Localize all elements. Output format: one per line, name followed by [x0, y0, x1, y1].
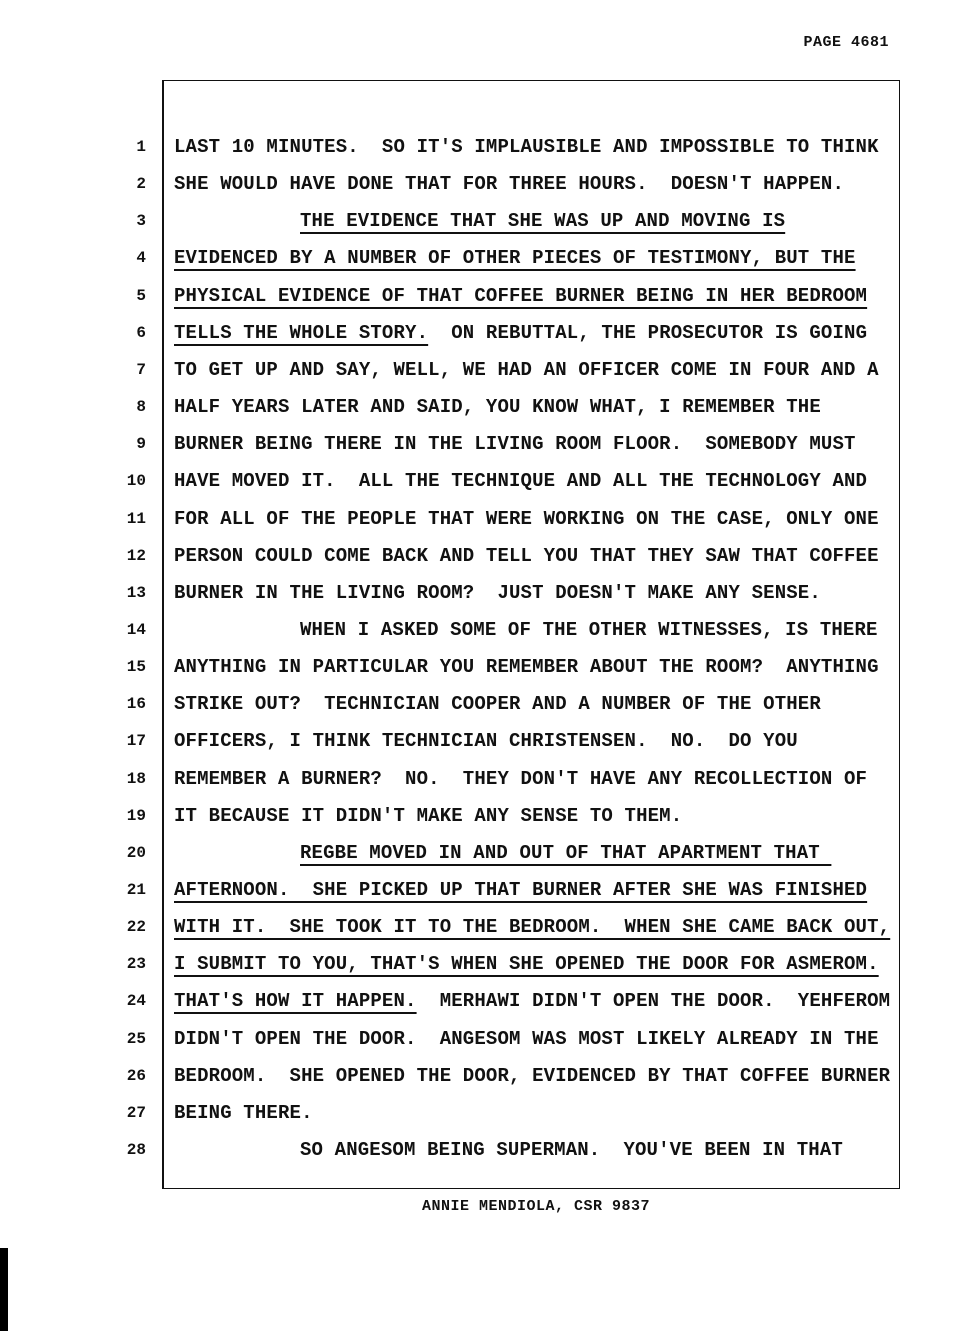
court-reporter-footer: ANNIE MENDIOLA, CSR 9837	[421, 1198, 651, 1215]
text-segment: BEING THERE.	[174, 1101, 313, 1124]
line-number: 26	[126, 1066, 146, 1085]
line-number: 11	[126, 509, 146, 528]
text-segment: STRIKE OUT? TECHNICIAN COOPER AND A NUMBER OF THE OTHER	[174, 693, 821, 716]
text-segment: SHE WOULD HAVE DONE THAT FOR THREE HOURS. DOESN'T HAPPEN.	[174, 173, 845, 196]
line-number: 9	[136, 435, 146, 454]
line-text	[174, 466, 867, 496]
line-text	[174, 689, 821, 719]
text-segment: IT BECAUSE IT DIDN'T MAKE ANY SENSE TO THEM.	[174, 804, 683, 827]
transcript-line	[0, 169, 969, 199]
underlined-text: WITH IT. SHE TOOK IT TO THE BEDROOM. WHEN SHE CAME BACK OUT,	[174, 916, 891, 939]
transcript-line	[0, 318, 969, 348]
line-number: 6	[136, 323, 146, 342]
text-segment: BURNER BEING THERE IN THE LIVING ROOM FLOOR. SOMEBODY MUST	[174, 433, 856, 456]
transcript-line	[0, 1135, 969, 1165]
underlined-text: PHYSICAL EVIDENCE OF THAT COFFEE BURNER BEING IN HER BEDROOM	[174, 284, 868, 307]
line-text	[174, 243, 856, 273]
line-number: 14	[126, 620, 146, 639]
line-text	[174, 801, 682, 831]
line-text	[300, 615, 878, 645]
transcript-line	[0, 578, 969, 608]
line-number: 3	[136, 212, 146, 231]
transcript-line	[0, 801, 969, 831]
underlined-text: AFTERNOON. SHE PICKED UP THAT BURNER AFTER SHE WAS FINISHED	[174, 879, 868, 901]
line-number: 18	[126, 769, 146, 788]
line-text	[174, 726, 798, 756]
line-text	[174, 132, 879, 162]
text-segment: ON REBUTTAL, THE PROSECUTOR IS GOING	[428, 321, 868, 344]
transcript-line	[0, 355, 969, 385]
text-segment: SO ANGESOM BEING SUPERMAN. YOU'VE BEEN IN THAT	[300, 1139, 843, 1162]
text-segment: WHEN I ASKED SOME OF THE OTHER WITNESSES, IS THERE	[300, 618, 878, 641]
transcript-line	[0, 281, 969, 311]
underlined-text: TELLS THE WHOLE STORY.	[174, 321, 429, 344]
transcript-line	[0, 206, 969, 236]
line-number: 28	[126, 1141, 146, 1160]
transcript-line	[0, 1024, 969, 1054]
line-text	[300, 206, 785, 236]
transcript-line	[0, 243, 969, 273]
transcript-line	[0, 1098, 969, 1128]
transcript-line	[0, 689, 969, 719]
transcript-line	[0, 726, 969, 756]
line-number: 20	[126, 843, 146, 862]
transcript-line	[0, 541, 969, 571]
line-text	[174, 429, 856, 459]
text-segment: REMEMBER A BURNER? NO. THEY DON'T HAVE ANY RECOLLECTION OF	[174, 767, 868, 790]
line-number: 22	[126, 918, 146, 937]
line-number: 27	[126, 1103, 146, 1122]
text-segment: HAVE MOVED IT. ALL THE TECHNIQUE AND ALL THE TECHNOLOGY AND	[174, 470, 868, 493]
line-text	[174, 986, 890, 1016]
line-number: 16	[126, 695, 146, 714]
scan-edge-mark	[0, 1248, 8, 1331]
line-text	[174, 764, 867, 794]
underlined-text: THE EVIDENCE THAT SHE WAS UP AND MOVING IS	[300, 210, 786, 233]
transcript-line	[0, 615, 969, 645]
line-number: 10	[126, 472, 146, 491]
line-number: 24	[126, 992, 146, 1011]
transcript-line	[0, 875, 969, 905]
text-segment: TO GET UP AND SAY, WELL, WE HAD AN OFFICER COME IN FOUR AND A	[174, 358, 879, 381]
transcript-line	[0, 652, 969, 682]
line-number: 5	[136, 286, 146, 305]
text-segment: OFFICERS, I THINK TECHNICIAN CHRISTENSEN. NO. DO YOU	[174, 730, 798, 753]
line-text	[174, 318, 867, 348]
line-number: 23	[126, 955, 146, 974]
transcript-line	[0, 132, 969, 162]
transcript-line	[0, 764, 969, 794]
line-text	[300, 1135, 843, 1165]
line-text	[174, 169, 844, 199]
line-text	[300, 838, 831, 868]
line-number: 13	[126, 583, 146, 602]
transcript-line	[0, 838, 969, 868]
line-number: 7	[136, 360, 146, 379]
transcript-line	[0, 504, 969, 534]
transcript-line	[0, 949, 969, 979]
underlined-text: THAT'S HOW IT HAPPEN.	[174, 990, 417, 1013]
text-segment: HALF YEARS LATER AND SAID, YOU KNOW WHAT, I REMEMBER THE	[174, 396, 821, 419]
text-segment: ANYTHING IN PARTICULAR YOU REMEMBER ABOUT THE ROOM? ANYTHING	[174, 656, 879, 679]
line-text	[174, 355, 879, 385]
line-text	[174, 912, 890, 942]
line-text	[174, 652, 879, 682]
line-text	[174, 949, 879, 979]
text-segment: FOR ALL OF THE PEOPLE THAT WERE WORKING ON THE CASE, ONLY ONE	[174, 507, 879, 530]
line-number: 2	[136, 175, 146, 194]
transcript-line	[0, 429, 969, 459]
line-text	[174, 504, 879, 534]
text-segment: LAST 10 MINUTES. SO IT'S IMPLAUSIBLE AND IMPOSSIBLE TO THINK	[174, 136, 879, 158]
line-number: 8	[136, 398, 146, 417]
text-segment: MERHAWI DIDN'T OPEN THE DOOR. YEHFEROM	[416, 990, 891, 1013]
line-text	[174, 1024, 879, 1054]
line-number: 1	[136, 138, 146, 156]
line-text	[174, 875, 867, 905]
transcript-line	[0, 466, 969, 496]
underlined-text: EVIDENCED BY A NUMBER OF OTHER PIECES OF TESTIMONY, BUT THE	[174, 247, 856, 270]
text-segment: BURNER IN THE LIVING ROOM? JUST DOESN'T MAKE ANY SENSE.	[174, 581, 821, 604]
line-number: 19	[126, 806, 146, 825]
page-number: PAGE 4681	[803, 34, 889, 51]
line-number: 12	[126, 546, 146, 565]
line-text	[174, 578, 821, 608]
underlined-text: REGBE MOVED IN AND OUT OF THAT APARTMENT THAT	[300, 841, 832, 864]
line-text	[174, 1098, 313, 1128]
transcript-line	[0, 1061, 969, 1091]
transcript-line	[0, 986, 969, 1016]
line-text	[174, 1061, 890, 1091]
underlined-text: I SUBMIT TO YOU, THAT'S WHEN SHE OPENED THE DOOR FOR ASMEROM.	[174, 953, 879, 976]
line-number: 17	[126, 732, 146, 751]
line-text	[174, 392, 821, 422]
text-segment: PERSON COULD COME BACK AND TELL YOU THAT THEY SAW THAT COFFEE	[174, 544, 879, 567]
line-text	[174, 541, 879, 571]
line-number: 15	[126, 658, 146, 677]
text-segment: BEDROOM. SHE OPENED THE DOOR, EVIDENCED BY THAT COFFEE BURNER	[174, 1064, 891, 1087]
line-text	[174, 281, 867, 311]
transcript-line	[0, 912, 969, 942]
line-number: 21	[126, 881, 146, 899]
text-segment: DIDN'T OPEN THE DOOR. ANGESOM WAS MOST LIKELY ALREADY IN THE	[174, 1027, 879, 1050]
line-number: 25	[126, 1029, 146, 1048]
line-number: 4	[136, 249, 146, 268]
transcript-line	[0, 392, 969, 422]
